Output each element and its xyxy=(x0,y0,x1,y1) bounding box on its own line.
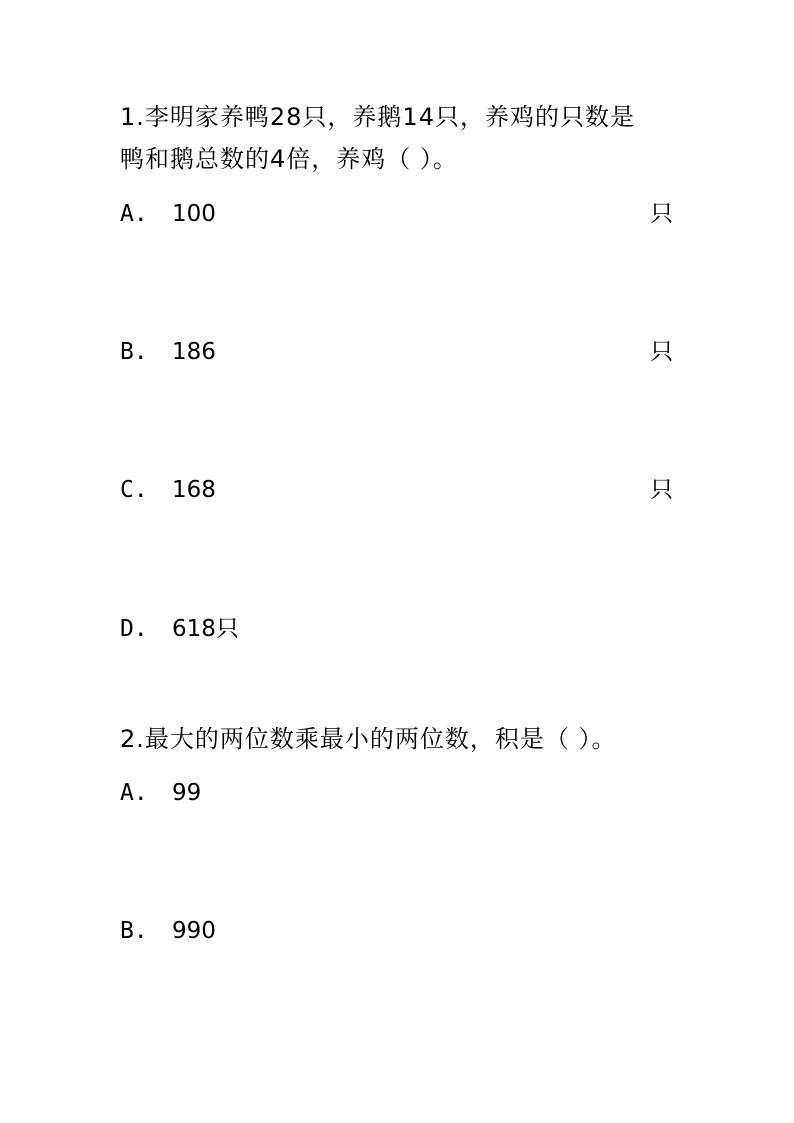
option-value: 990 xyxy=(172,918,216,944)
option-unit: 只 xyxy=(650,339,673,365)
option-unit: 只 xyxy=(650,477,673,503)
option-value: 100 xyxy=(172,201,216,227)
question-2-option-b[interactable] xyxy=(120,916,680,946)
question-1-option-b[interactable] xyxy=(120,337,680,367)
question-1-option-a[interactable] xyxy=(120,199,680,229)
question-1-option-d[interactable] xyxy=(120,614,680,644)
option-letter: B. xyxy=(120,339,148,365)
question-1-option-c[interactable] xyxy=(120,475,680,505)
question-1-stem-line-1: 1.李明家养鸭28只，养鹅14只，养鸡的只数是 xyxy=(120,103,635,131)
option-unit: 只 xyxy=(650,201,673,227)
option-letter: A. xyxy=(120,201,148,227)
option-letter: B. xyxy=(120,918,148,944)
option-value: 618只 xyxy=(172,616,239,642)
question-2-option-a[interactable] xyxy=(120,778,680,808)
option-value: 186 xyxy=(172,339,216,365)
option-value: 168 xyxy=(172,477,216,503)
question-1-stem-line-2: 鸭和鹅总数的4倍，养鸡（ ）。 xyxy=(120,145,458,173)
option-letter: C. xyxy=(120,477,148,503)
option-letter: D. xyxy=(120,616,148,642)
option-value: 99 xyxy=(172,780,202,806)
option-letter: A. xyxy=(120,780,148,806)
question-2-stem-line-1: 2.最大的两位数乘最小的两位数，积是（ ）。 xyxy=(120,725,617,753)
